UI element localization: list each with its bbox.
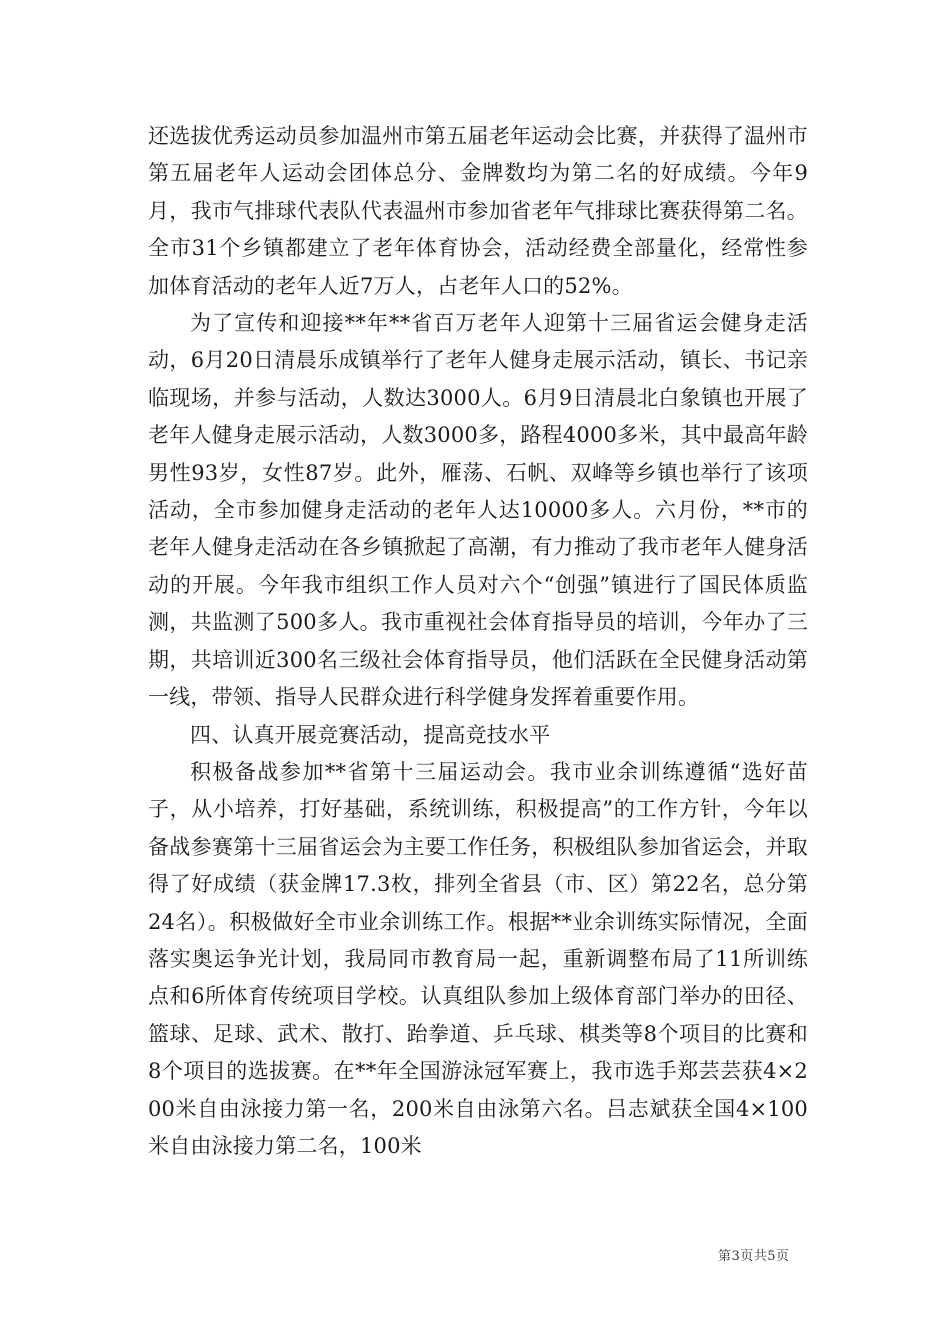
paragraph-provincial-games-preparation: 积极备战参加**省第十三届运动会。我市业余训练遵循“选好苗子，从小培养，打好基础，系统训练，积极提高”的工作方针，今年以备战参赛第十三届省运会为主要工作任务，积极组队参加省运会，并取得了好成绩（获金牌17.3枚，排列全省县（市、区）第22名，总分第24名）。积极做好全市业余训练工作。根据**业余训练实际情况，全面落实奥运争光计划，我局同市教育局一起，重新调整布局了11所训练点和6所体育传统项目学校。认真组队参加上级体育部门举办的田径、篮球、足球、武术、散打、跆拳道、乒乓球、棋类等8个项目的比赛和8个项目的选拔赛。在**年全国游泳冠军赛上，我市选手郑芸芸获4×200米自由泳接力第一名，200米自由泳第六名。吕志斌获全国4×100米自由泳接力第二名，100米 <box>148 759 808 1158</box>
paragraph-senior-sports-results: 还选拔优秀运动员参加温州市第五届老年运动会比赛，并获得了温州市第五届老年人运动会团体总分、金牌数均为第二名的好成绩。今年9月，我市气排球代表队代表温州市参加省老年气排球比赛获得第二名。全市31个乡镇都建立了老年体育协会，活动经费全部量化，经常性参加体育活动的老年人近7万人，占老年人口的52%。 <box>148 124 808 298</box>
section-heading-competitions: 四、认真开展竞赛活动，提高竞技水平 <box>190 722 551 747</box>
paragraph-fitness-walk-activities: 为了宣传和迎接**年**省百万老年人迎第十三届省运会健身走活动，6月20日清晨乐成镇举行了老年人健身走展示活动，镇长、书记亲临现场，并参与活动，人数达3000人。6月9日清晨北白象镇也开展了老年人健身走展示活动，人数3000多，路程4000多米，其中最高年龄男性93岁，女性87岁。此外，雁荡、石帆、双峰等乡镇也举行了该项活动，全市参加健身走活动的老年人达10000多人。六月份，**市的老年人健身走活动在各乡镇掀起了高潮，有力推动了我市老年人健身活动的开展。今年我市组织工作人员对六个“创强”镇进行了国民体质监测，共监测了500多人。我市重视社会体育指导员的培训，今年办了三期，共培训近300名三级社会体育指导员，他们活跃在全民健身活动第一线，带领、指导人民群众进行科学健身发挥着重要作用。 <box>148 311 808 710</box>
document-body <box>148 118 808 1165</box>
page-number-footer: 第3页共5页 <box>718 1249 790 1264</box>
